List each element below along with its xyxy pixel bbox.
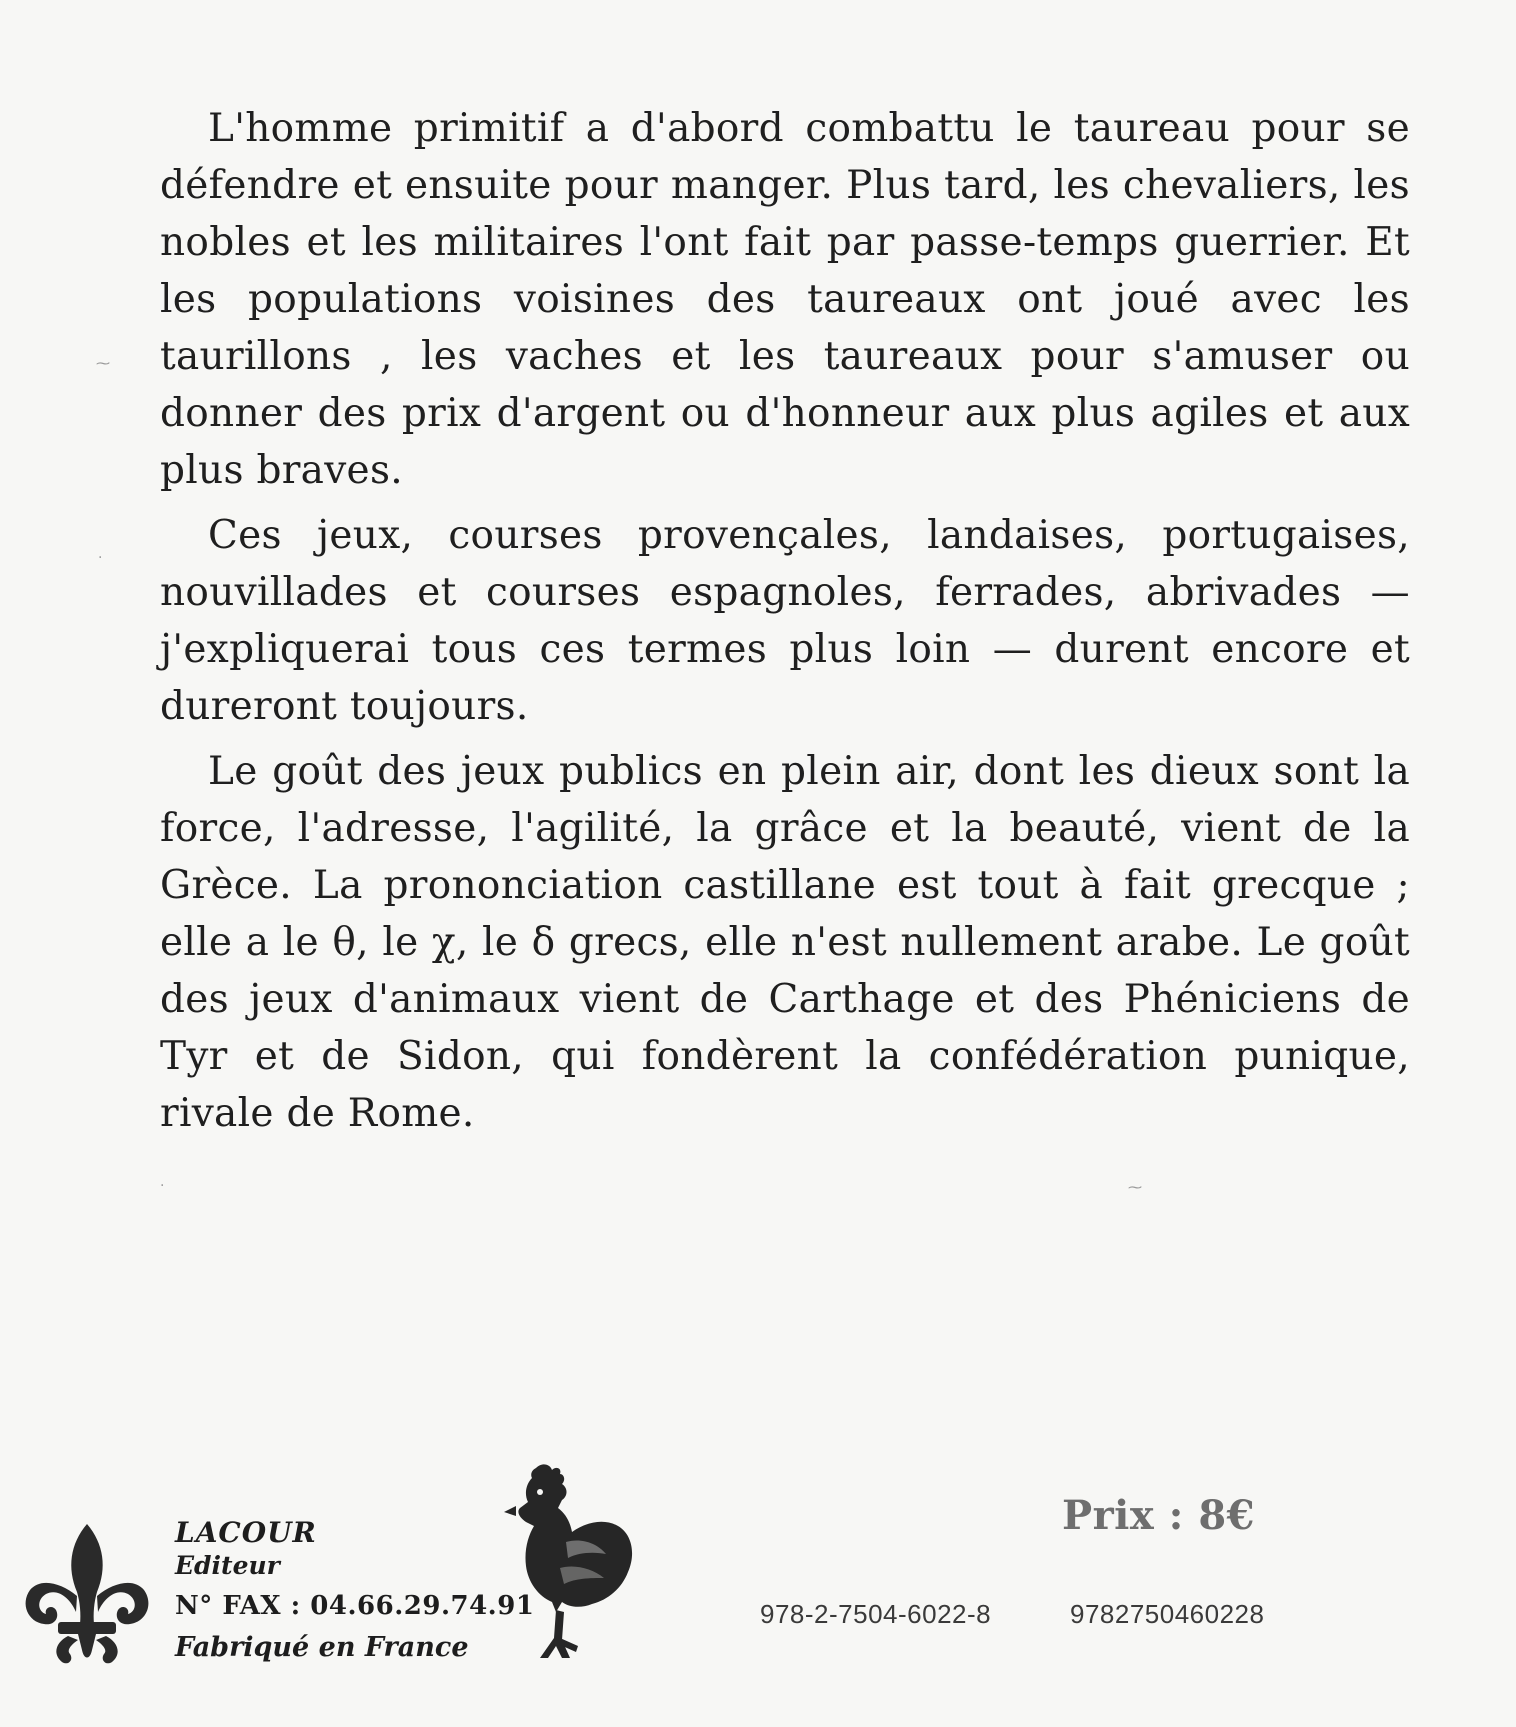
publisher-role: Editeur	[175, 1551, 280, 1580]
scan-speck: ⁓	[96, 356, 110, 372]
publisher-fax: N° FAX : 04.66.29.74.91	[175, 1591, 535, 1621]
isbn-ean: 9782750460228	[1070, 1599, 1265, 1629]
fleur-de-lis-icon	[20, 1520, 155, 1670]
paragraph-3: Le goût des jeux publics en plein air, dont les dieux sont la force, l'adresse, l'agilité, la grâce et la beauté, vient de la Grèce. La prononciation castillane est tout à fait grecque ; elle a le θ, le χ, le δ grecs, elle n'est nullement arabe. Le goût des jeux d'animaux vient de Carthage et des Phéniciens de Tyr et de Sidon, qui fondèrent la confédération punique, rivale de Rome.	[160, 749, 1410, 1136]
rooster-icon	[496, 1462, 638, 1674]
isbn-hyphenated: 978-2-7504-6022-8	[760, 1599, 992, 1629]
publisher-name: LACOUR	[175, 1516, 317, 1549]
body-text	[160, 100, 1410, 1150]
paragraph-1: L'homme primitif a d'abord combattu le taureau pour se défendre et ensuite pour manger. Plus tard, les chevaliers, les nobles et les militaires l'ont fait par passe-temps guerrier. Et les populations voisines des taureaux ont joué avec les taurillons , les vaches et les taureaux pour s'amuser ou donner des prix d'argent ou d'honneur aux plus agiles et aux plus braves.	[160, 106, 1410, 493]
publisher-block	[175, 1516, 534, 1670]
paragraph-2: Ces jeux, courses provençales, landaises, portugaises, nouvillades et courses espagnoles, ferrades, abrivades — j'expliquerai tous ces termes plus loin — durent encore et dureront toujours.	[160, 513, 1410, 729]
scan-speck: ·	[98, 550, 103, 566]
scan-speck: ⁓	[1128, 1180, 1142, 1196]
price-label: Prix : 8€	[1062, 1492, 1255, 1539]
made-in-label: Fabriqué en France	[175, 1632, 469, 1663]
scan-speck: ·	[160, 1178, 165, 1194]
